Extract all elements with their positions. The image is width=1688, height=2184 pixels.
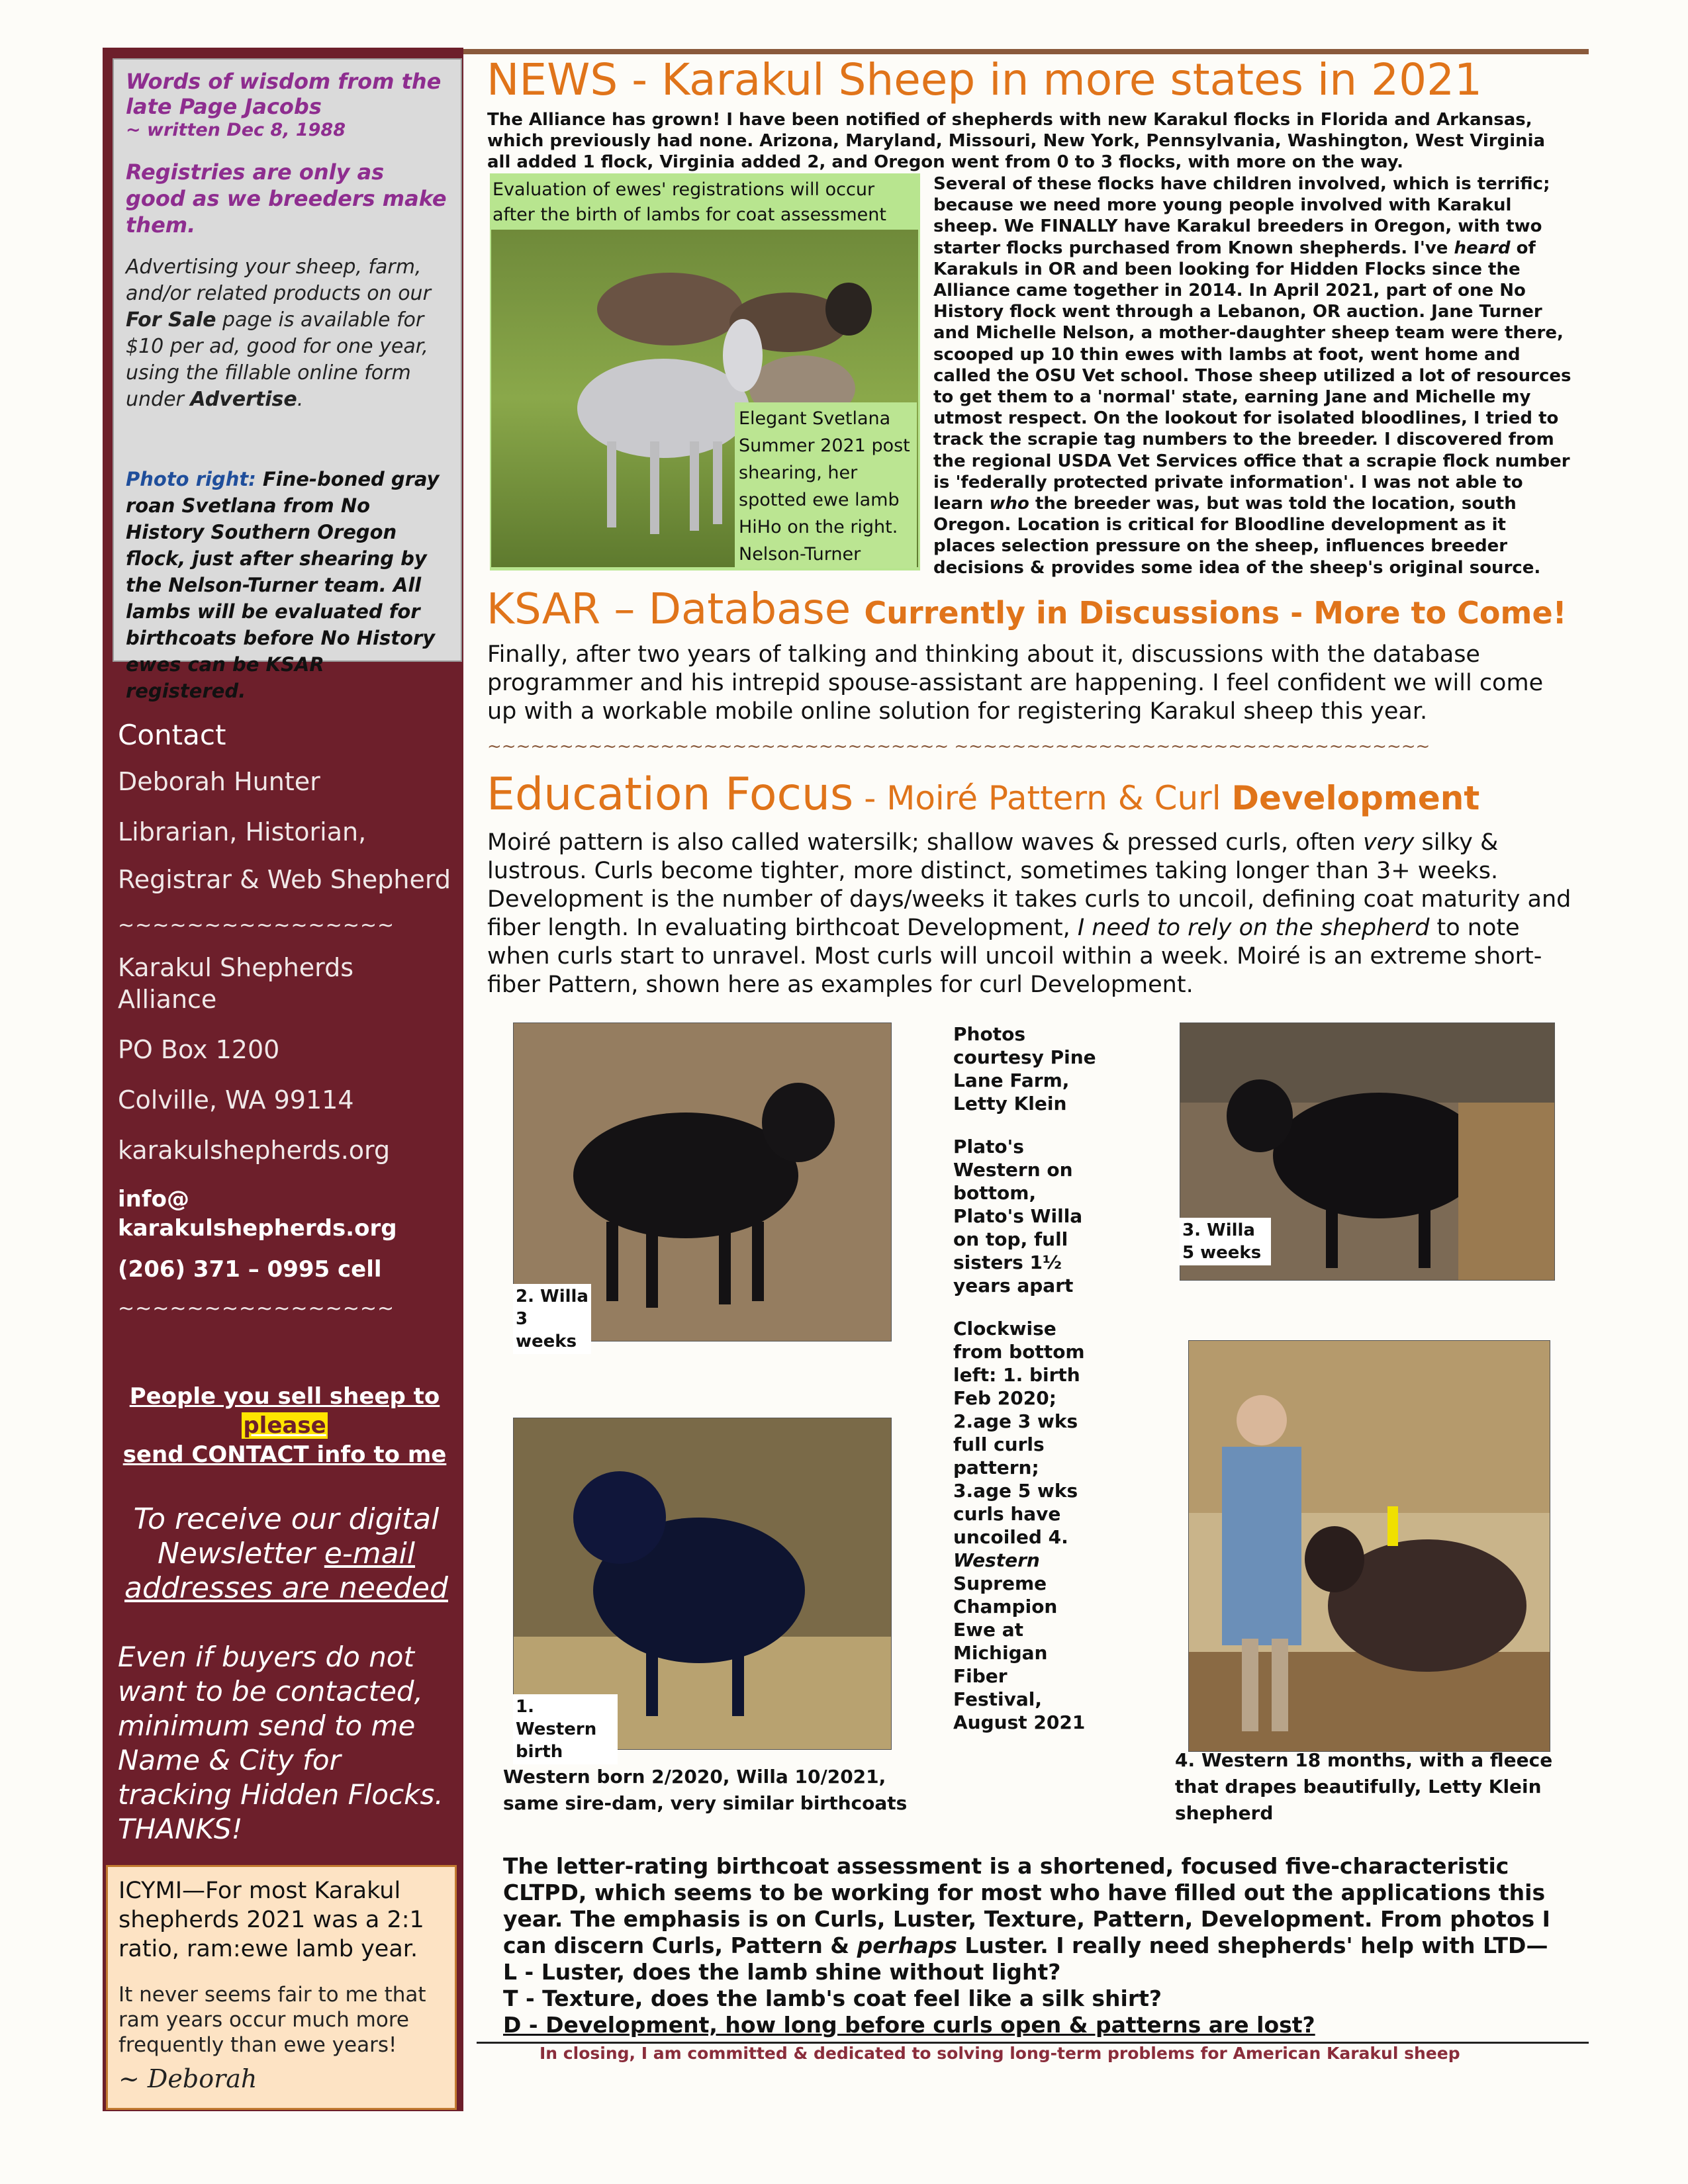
top-rule xyxy=(463,49,1589,54)
photo1-subcaption: Western born 2/2020, Willa 10/2021, same sire-dam, very similar birthcoats xyxy=(503,1766,908,1814)
photo-courtesy: Photos courtesy Pine Lane Farm, Letty Klein xyxy=(953,1023,1096,1115)
email-line-2[interactable]: karakulshepherds.org xyxy=(118,1215,397,1242)
cltpd-b: Luster. I really need shepherds' help with LTD— xyxy=(957,1933,1548,1958)
luster-line: L - Luster, does the lamb shine without light? xyxy=(503,1959,1061,1985)
closing-line: In closing, I am committed & dedicated to solving long-term problems for American Karakul sheep xyxy=(539,2044,1460,2063)
signature: ~ Deborah xyxy=(118,2064,258,2093)
advertise-mid: page is available for $10 per ad, good for one year, using the fillable online form under xyxy=(126,308,428,411)
sell-notice xyxy=(113,1382,457,1469)
cltpd-perhaps: perhaps xyxy=(857,1933,957,1958)
photo-notes-column xyxy=(953,1023,1099,1754)
contact-heading: Contact xyxy=(118,719,226,751)
contact-name: Deborah Hunter xyxy=(118,767,320,796)
ksar-paragraph: Finally, after two years of talking and thinking about it, discussions with the database programmer and his intrepid spouse-assistant are happening. I feel confident we will come up with a workable mobile online solution for registering Karakul sheep this year. xyxy=(487,641,1544,725)
divider-wave-2: ~~~~~~~~~~~~~~~~ xyxy=(118,1297,395,1320)
receive-notice xyxy=(119,1502,453,1606)
icymi-main: ICYMI—For most Karakul shepherds 2021 was a 2:1 ratio, ram:ewe lamb year. xyxy=(118,1878,424,1962)
news-p2-a: Several of these flocks have children involved, which is terrific; because we need more young people involved with Karakul sheep. We FINALLY have Karakul breeders in Oregon, with two starter flocks purchased from Known shepherds. I've xyxy=(933,174,1550,258)
photo3-caption: 3. Willa 5 weeks xyxy=(1180,1218,1271,1265)
photo-right-text: Fine-boned gray roan Svetlana from No History Southern Oregon flock, just after shearing by the Nelson-Turner team. All lambs will be evaluated for birthcoats before No History ewes can be KSAR registered. xyxy=(126,468,440,702)
advertise-end: . xyxy=(297,388,304,411)
ksar-heading-big: KSAR – Database xyxy=(487,585,865,634)
receive-pre: To receive our digital Newsletter xyxy=(133,1502,440,1570)
svetlana-caption-top: Evaluation of ewes' registrations will occur after the birth of lambs for coat assessment xyxy=(492,179,886,225)
sell-please: please xyxy=(243,1412,326,1439)
email-line-1[interactable]: info@ xyxy=(118,1186,190,1212)
icymi-note: It never seems fair to me that ram years occur much more frequently than ewe years! xyxy=(118,1983,426,2057)
cltpd-block xyxy=(503,1853,1575,2038)
advertise-text xyxy=(126,254,449,413)
education-paragraph xyxy=(487,829,1579,999)
photo-right-note xyxy=(126,466,449,704)
texture-line: T - Texture, does the lamb's coat feel like a silk shirt? xyxy=(503,1985,1162,2011)
news-paragraph-2 xyxy=(933,173,1572,578)
contact-role-1: Librarian, Historian, xyxy=(118,817,367,846)
contact-block xyxy=(118,718,455,1335)
wisdom-box xyxy=(113,58,462,702)
news-heading: NEWS - Karakul Sheep in more states in 2021 xyxy=(487,54,1483,105)
education-heading-small: - Moiré Pattern & Curl xyxy=(853,779,1232,817)
wisdom-title: Words of wisdom from the late Page Jacobs xyxy=(126,69,442,119)
for-sale-link[interactable]: For Sale xyxy=(126,308,216,332)
photo-right-lead: Photo right: xyxy=(126,468,256,490)
development-line: D - Development, how long before curls open & patterns are lost? xyxy=(503,2012,1315,2038)
wisdom-date: ~ written Dec 8, 1988 xyxy=(126,120,346,140)
news-p2-who: who xyxy=(989,494,1029,514)
website-link[interactable]: karakulshepherds.org xyxy=(118,1136,391,1165)
divider-wave: ~~~~~~~~~~~~~~~~ xyxy=(118,914,395,937)
edu-p-very: very xyxy=(1362,829,1415,856)
western-18-months-photo xyxy=(1188,1340,1550,1752)
cltpd-intro xyxy=(503,1853,1575,1959)
edu-p-a: Moiré pattern is also called watersilk; shallow waves & pressed curls, often xyxy=(487,829,1363,856)
org-name: Karakul Shepherds Alliance xyxy=(118,953,354,1014)
news-paragraph-1: The Alliance has grown! I have been notified of shepherds with new Karakul flocks in Florida and Arkansas, which previously had none. Arizona, Maryland, Missouri, New York, Pennsylvania, Washington, West Virginia all added 1 flock, Virginia added 2, and Oregon went from 0 to 3 flocks, with more on the way. xyxy=(487,110,1546,172)
po-box: PO Box 1200 xyxy=(118,1035,280,1064)
advertise-pre: Advertising your sheep, farm, and/or related products on our xyxy=(126,255,431,305)
icymi-box xyxy=(106,1865,457,2110)
registries-quote: Registries are only as good as we breeders make them. xyxy=(126,159,447,238)
ksar-heading-small: Currently in Discussions - More to Come! xyxy=(864,595,1567,631)
advertise-link[interactable]: Advertise xyxy=(190,388,297,411)
edu-p-b: silky & lustrous. Curls become tighter, more distinct, sometimes taking longer than 3+ weeks. Development is the number of days/weeks it takes curls to uncoil, defining coat maturity and fiber length. In evaluating birthcoat Development, xyxy=(487,829,1571,941)
platos-note: Plato's Western on bottom, Plato's Willa on top, full sisters 1½ years apart xyxy=(953,1136,1083,1297)
receive-email: e-mail addresses are needed xyxy=(124,1537,448,1605)
cltpd-a: The letter-rating birthcoat assessment is a shortened, focused five-characteristic CLTPD, which seems to be working for most who have filled out the applications this year. The emphasis is on Curls, Luster, Texture, Pattern, Development. From photos I can discern Curls, Pattern & xyxy=(503,1853,1550,1958)
city: Colville, WA 99114 xyxy=(118,1085,354,1115)
news-p2-b: of Karakuls in OR and been looking for Hidden Flocks since the Alliance came together in 2014. In April 2021, part of one No History flock went through a Lebanon, OR auction. Jane Turner and Michelle Nelson, a mother-daughter sheep team were there, scooped up 10 thin ewes with lambs at foot, went home and called the OSU Vet school. Those sheep utilized a lot of resources to get them to a 'normal' state, earning Jane and Michelle my utmost respect. On the lookout for isolated bloodlines, I tried to track the scrapie tag numbers to the breeder. I discovered from the regional USDA Vet Services office that a scrapie flock number is 'federally protected private information'. I was not able to learn xyxy=(933,238,1571,514)
contact-role-2: Registrar & Web Shepherd xyxy=(118,865,451,894)
edu-p-c: to note when curls start to unravel. Most curls will uncoil within a week. Moiré is an extreme short-fiber Pattern, shown here as examples for curl Development. xyxy=(487,915,1542,998)
clockwise-note xyxy=(953,1317,1099,1734)
news-p2-heard: heard xyxy=(1454,238,1511,258)
phone: (206) 371 – 0995 cell xyxy=(118,1256,382,1283)
svetlana-caption-bottom: Elegant Svetlana Summer 2021 post shearing, her spotted ewe lamb HiHo on the right. Nelson-Turner xyxy=(735,402,917,568)
education-heading-bold: Development xyxy=(1231,779,1480,817)
photo1-caption: 1. Western birth xyxy=(513,1694,618,1764)
news-p2-c: the breeder was, but was told the location, south Oregon. Location is critical for Bloodline development as it places selection pressure on the sheep, influences breeder decisions & provides some idea of the sheep's original source. xyxy=(933,494,1541,578)
sell-line-3: send CONTACT info to me xyxy=(122,1441,447,1468)
clockwise-a: Clockwise from bottom left: 1. birth Feb 2020; 2.age 3 wks full curls pattern; 3.age 5 wks curls have uncoiled 4. xyxy=(953,1318,1085,1548)
clockwise-b: Supreme Champion Ewe at Michigan Fiber Festival, August 2021 xyxy=(953,1572,1086,1733)
ksar-divider-wave: ~~~~~~~~~~~~~~~~~~~~~~~~~~~~~~~~ ~~~~~~~~~~~~~~~~~~~~~~~~~~~~~~~~~ xyxy=(487,737,1430,756)
even-notice: Even if buyers do not want to be contacted, minimum send to me Name & City for tracking Hidden Flocks. THANKS! xyxy=(118,1641,444,1845)
clockwise-western: Western xyxy=(953,1549,1040,1571)
sell-line-1: People you sell sheep to xyxy=(129,1383,440,1410)
edu-p-italic: I need to rely on the shepherd xyxy=(1077,915,1430,941)
photo4-caption: 4. Western 18 months, with a fleece that drapes beautifully, Letty Klein shepherd xyxy=(1175,1749,1553,1824)
photo2-caption: 2. Willa 3 weeks xyxy=(513,1284,591,1354)
ksar-heading xyxy=(487,584,1567,635)
education-heading xyxy=(487,768,1479,822)
education-heading-big: Education Focus xyxy=(487,768,854,821)
